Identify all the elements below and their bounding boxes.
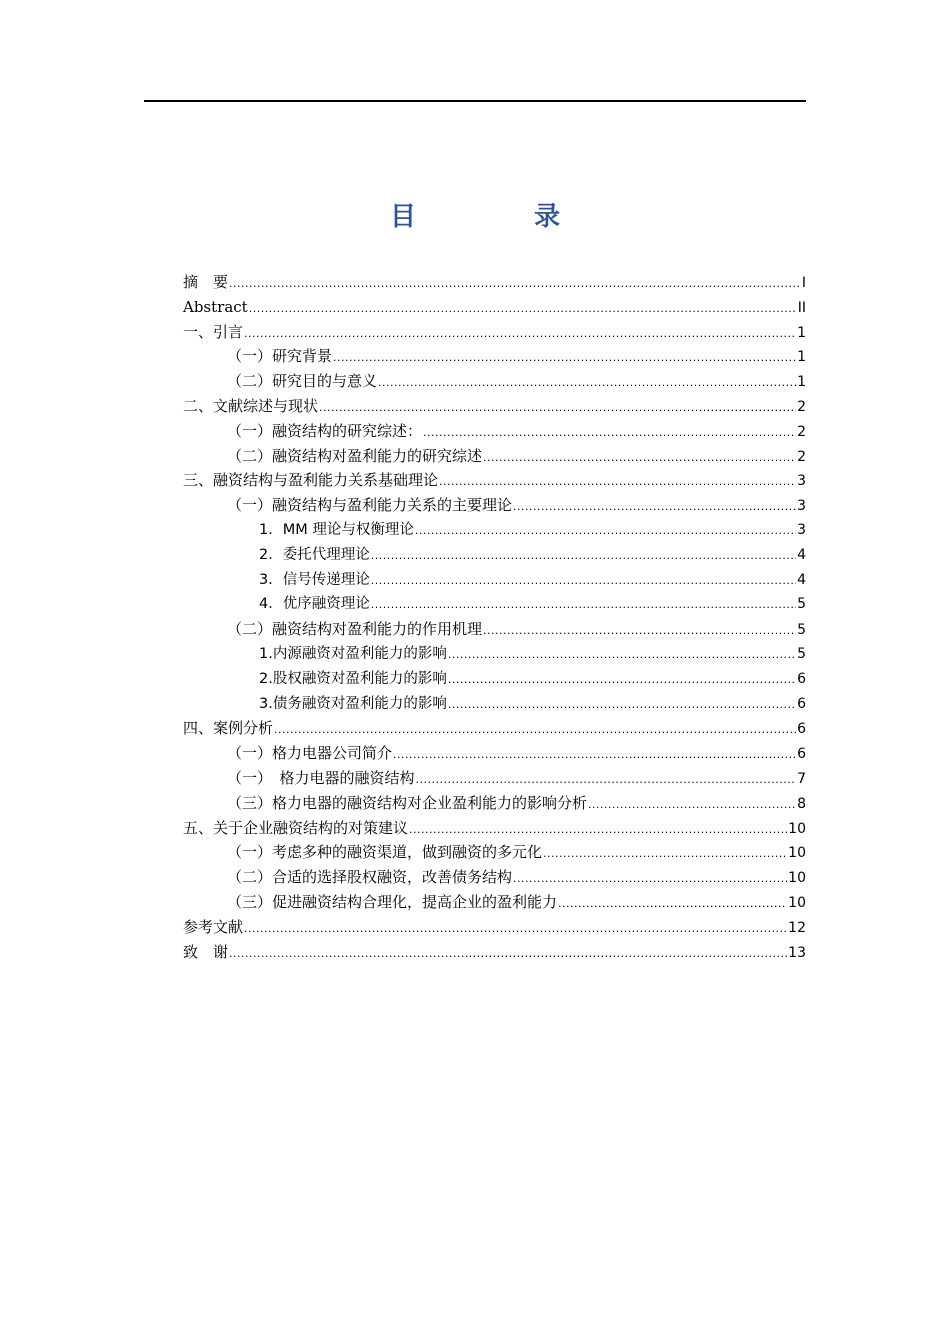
toc-page-number: 10 xyxy=(788,870,806,887)
toc-leader-dots xyxy=(274,718,796,743)
toc-entry-label: 2.股权融资对盈利能力的影响 xyxy=(259,670,447,687)
toc-page-number: 7 xyxy=(797,770,806,787)
toc-entry[interactable] xyxy=(183,295,806,320)
toc-page-number: 10 xyxy=(788,894,806,911)
toc-entry-label: 3.债务融资对盈利能力的影响 xyxy=(259,695,447,712)
toc-page-number: 2 xyxy=(797,398,806,415)
toc-entry[interactable] xyxy=(183,493,806,518)
toc-page-number: 1 xyxy=(797,324,806,341)
toc-page-number: II xyxy=(797,299,806,316)
toc-entry-label: （二）合适的选择股权融资，改善债务结构 xyxy=(227,868,513,887)
toc-entry[interactable] xyxy=(183,840,806,865)
toc-page-number: 6 xyxy=(797,746,806,763)
toc-leader-dots xyxy=(371,569,796,594)
toc-entry[interactable] xyxy=(183,791,806,816)
toc-entry[interactable] xyxy=(183,419,806,444)
toc-leader-dots xyxy=(588,793,796,818)
toc-entry[interactable] xyxy=(183,766,806,791)
toc-page-number: 5 xyxy=(797,645,806,662)
toc-leader-dots xyxy=(229,272,801,297)
toc-entry[interactable] xyxy=(183,344,806,369)
toc-entry[interactable] xyxy=(183,890,806,915)
toc-page-number: 2 xyxy=(797,448,806,465)
toc-entry-label: （一） 格力电器的融资结构 xyxy=(227,768,415,787)
toc-leader-dots xyxy=(448,693,796,718)
toc-entry-label: （一）研究背景 xyxy=(227,347,333,366)
toc-page-number: 3 xyxy=(797,498,806,515)
toc-entry-label: （一）格力电器公司简介 xyxy=(227,744,393,763)
toc-entry-label: （二）融资结构对盈利能力的作用机理 xyxy=(227,620,483,639)
toc-page-number: I xyxy=(801,275,806,291)
toc-entry-label: 参考文献 xyxy=(183,917,244,936)
toc-entry-label: 3．信号传递理论 xyxy=(259,571,370,588)
toc-entry-label: 4．优序融资理论 xyxy=(259,596,370,613)
header-rule xyxy=(144,100,806,102)
toc-leader-dots xyxy=(439,470,796,495)
toc-entry-label: Abstract xyxy=(183,297,248,316)
toc-leader-dots xyxy=(393,743,796,768)
toc-entry[interactable] xyxy=(183,394,806,419)
toc-leader-dots xyxy=(244,917,787,942)
toc-page-number: 10 xyxy=(788,845,806,862)
toc-entry[interactable] xyxy=(183,816,806,841)
toc-entry[interactable] xyxy=(183,369,806,394)
toc-entry[interactable] xyxy=(183,940,806,965)
toc-entry-label: 1．MM 理论与权衡理论 xyxy=(259,521,414,538)
toc-page-number: 6 xyxy=(797,670,806,687)
toc-leader-dots xyxy=(371,593,796,618)
toc-page-number: 4 xyxy=(797,571,806,588)
toc-leader-dots xyxy=(416,768,797,793)
toc-leader-dots xyxy=(558,892,787,917)
toc-leader-dots xyxy=(513,495,796,520)
toc-entry-label: 2．委托代理理论 xyxy=(259,546,370,563)
toc-entry[interactable] xyxy=(183,692,806,717)
toc-page-number: 8 xyxy=(797,795,806,812)
toc-entry-label: 摘 要 xyxy=(183,273,229,291)
toc-entry[interactable] xyxy=(183,667,806,692)
toc-entry[interactable] xyxy=(183,865,806,890)
toc-leader-dots xyxy=(543,842,787,867)
toc-leader-dots xyxy=(333,346,796,371)
toc-entry-label: 四、案例分析 xyxy=(183,719,274,738)
toc-entry[interactable] xyxy=(183,468,806,493)
toc-entry[interactable] xyxy=(183,444,806,469)
toc-leader-dots xyxy=(409,818,787,843)
toc-entry-label: （二）融资结构对盈利能力的研究综述 xyxy=(227,446,483,465)
toc-entry[interactable] xyxy=(183,642,806,667)
toc-leader-dots xyxy=(378,371,796,396)
table-of-contents xyxy=(183,270,806,964)
toc-leader-dots xyxy=(423,421,796,446)
toc-page-number: 4 xyxy=(797,546,806,563)
toc-page-number: 1 xyxy=(797,374,806,391)
toc-entry[interactable] xyxy=(183,568,806,593)
toc-entry[interactable] xyxy=(183,617,806,642)
toc-entry[interactable] xyxy=(183,518,806,543)
toc-entry-label: 一、引言 xyxy=(183,322,244,341)
toc-entry-label: （一）融资结构与盈利能力关系的主要理论 xyxy=(227,496,513,515)
toc-leader-dots xyxy=(448,668,796,693)
toc-leader-dots xyxy=(483,446,796,471)
toc-entry-label: 二、文献综述与现状 xyxy=(183,396,319,415)
toc-leader-dots xyxy=(249,297,797,322)
toc-entry[interactable] xyxy=(183,915,806,940)
toc-page-number: 5 xyxy=(797,596,806,613)
toc-page-number: 1 xyxy=(797,349,806,366)
toc-page-number: 12 xyxy=(788,919,806,936)
toc-leader-dots xyxy=(415,519,796,544)
toc-entry-label: （二）研究目的与意义 xyxy=(227,372,378,391)
toc-entry-label: 三、融资结构与盈利能力关系基础理论 xyxy=(183,471,439,490)
toc-leader-dots xyxy=(513,867,787,892)
toc-entry-label: 1.内源融资对盈利能力的影响 xyxy=(259,645,447,662)
toc-page-number: 5 xyxy=(797,622,806,639)
toc-entry-label: （一）融资结构的研究综述： xyxy=(227,421,423,440)
toc-title: 目 录 xyxy=(389,202,606,232)
toc-entry[interactable] xyxy=(183,716,806,741)
toc-leader-dots xyxy=(483,619,796,644)
toc-entry-label: （一）考虑多种的融资渠道，做到融资的多元化 xyxy=(227,843,543,862)
toc-leader-dots xyxy=(371,544,796,569)
toc-page-number: 3 xyxy=(797,521,806,538)
toc-entry-label: （三）格力电器的融资结构对企业盈利能力的影响分析 xyxy=(227,793,588,812)
toc-page-number: 10 xyxy=(788,820,806,837)
toc-entry-label: 五、关于企业融资结构的对策建议 xyxy=(183,818,409,837)
toc-page-number: 3 xyxy=(797,473,806,490)
toc-entry[interactable] xyxy=(183,270,806,295)
toc-page-number: 6 xyxy=(797,695,806,712)
toc-entry-label: 致 谢 xyxy=(183,942,229,961)
toc-leader-dots xyxy=(448,643,796,668)
toc-entry[interactable] xyxy=(183,320,806,345)
toc-leader-dots xyxy=(319,396,796,421)
toc-entry-label: （三）促进融资结构合理化，提高企业的盈利能力 xyxy=(227,892,558,911)
toc-page-number: 6 xyxy=(797,721,806,738)
toc-entry[interactable] xyxy=(183,741,806,766)
toc-page-number: 2 xyxy=(797,423,806,440)
toc-leader-dots xyxy=(229,942,787,967)
toc-entry[interactable] xyxy=(183,592,806,617)
toc-leader-dots xyxy=(244,322,796,347)
toc-entry[interactable] xyxy=(183,543,806,568)
toc-page-number: 13 xyxy=(788,944,806,961)
